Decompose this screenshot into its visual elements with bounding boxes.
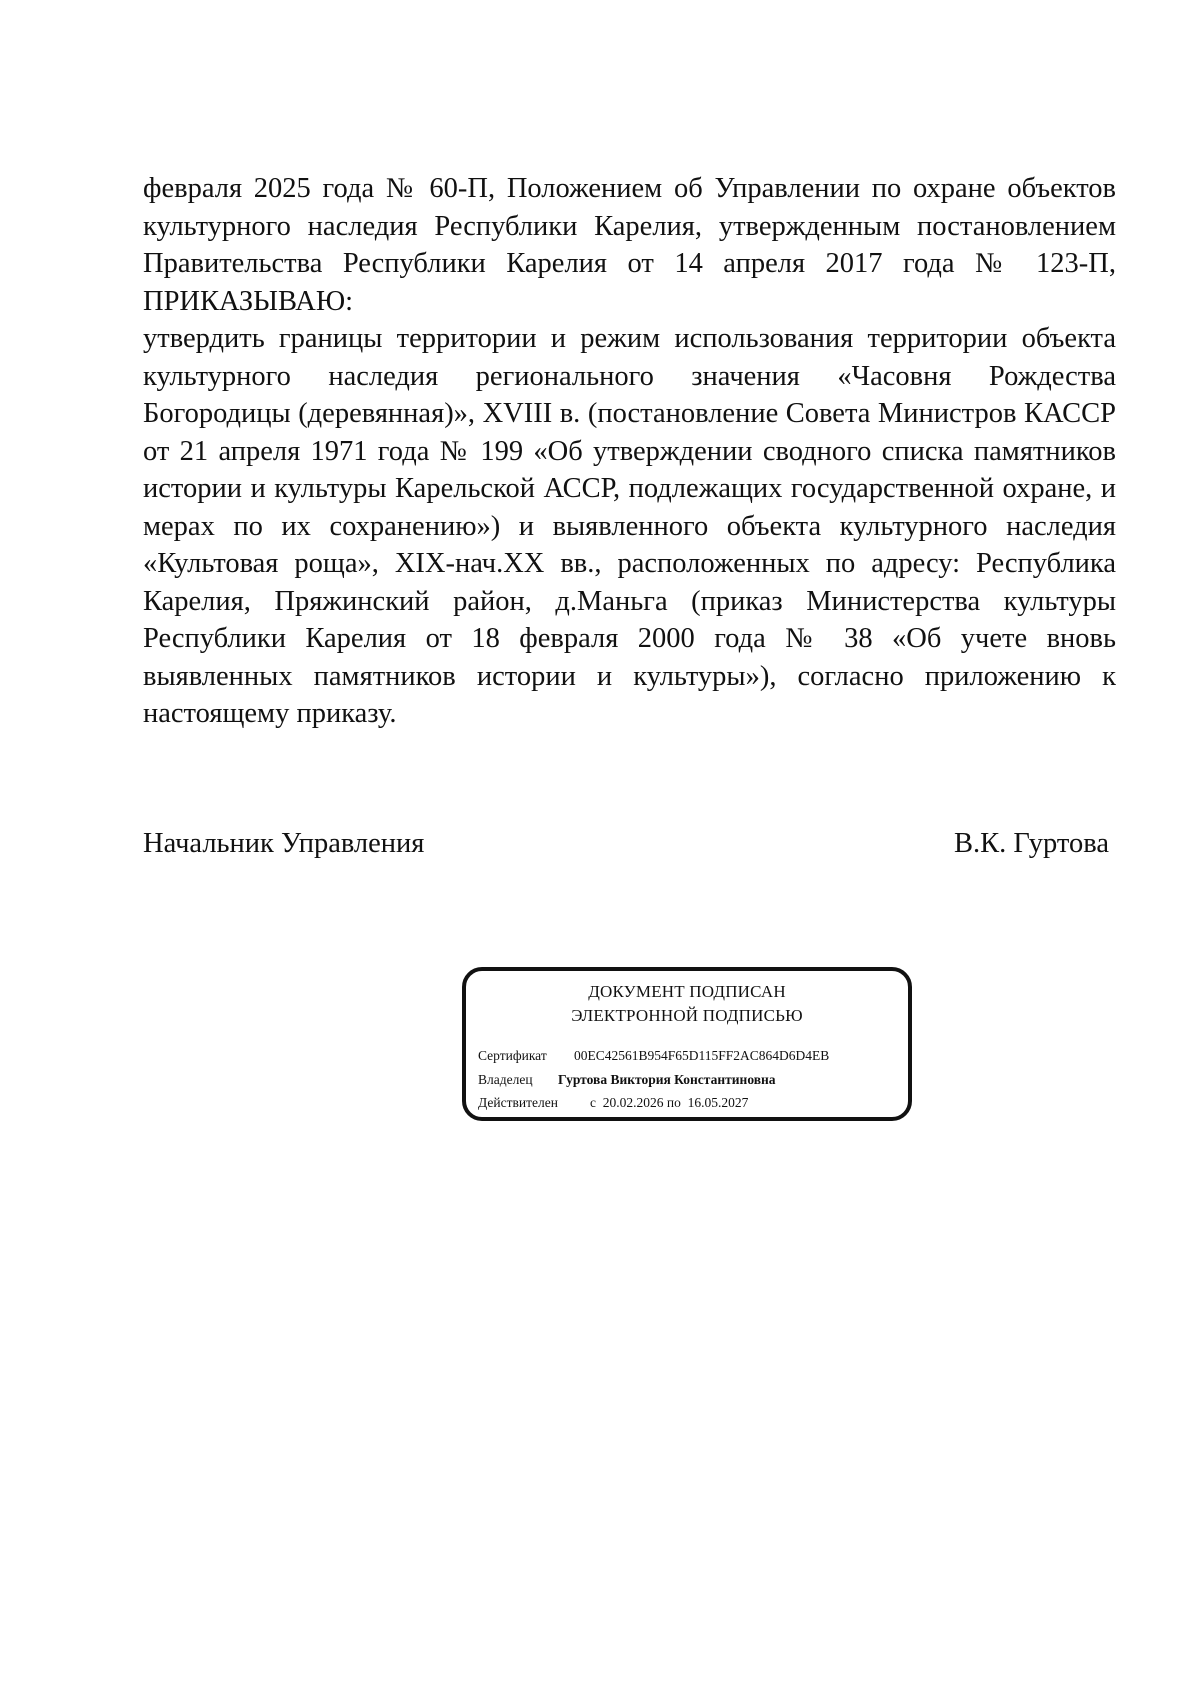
text-line: Республики Карелия от 18 февраля 2000 года № 38 «Об учете вновь [143,623,1116,654]
stamp-heading-line2: ЭЛЕКТРОННОЙ ПОДПИСЬЮ [571,1006,803,1025]
text-line: Правительства Республики Карелия от 14 апреля 2017 года № 123-П, [143,248,1116,279]
text-line: февраля 2025 года № 60-П, Положением об Управлении по охране объектов [143,173,1116,204]
text-line: культурного наследия регионального значения «Часовня Рождества [143,360,1116,392]
stamp-validity-row [478,1094,748,1112]
text-line: настоящему приказу. [143,698,397,729]
text-line: культурного наследия Республики Карелия, утвержденным постановлением [143,210,1116,242]
validity-label: Действителен [478,1095,558,1110]
validity-value: с 20.02.2026 по 16.05.2027 [590,1095,749,1110]
certificate-value: 00EC42561B954F65D115FF2AC864D6D4EB [574,1048,830,1063]
text-line: истории и культуры Карельской АССР, подлежащих государственной охране, и [143,473,1116,504]
order-keyword: ПРИКАЗЫВАЮ: [143,285,354,317]
owner-value: Гуртова Виктория Константиновна [558,1072,776,1087]
stamp-owner-row [478,1071,776,1089]
stamp-heading-line1: ДОКУМЕНТ ПОДПИСАН [588,982,786,1001]
signatory-name: В.К. Гуртова [954,828,1109,859]
order-preamble-paragraph [143,170,1116,320]
text-line: «Культовая роща», XIX-нач.XX вв., расположенных по адресу: Республика [143,548,1116,579]
order-body-paragraph [143,320,1116,733]
signatory-position: Начальник Управления [143,828,425,859]
owner-label: Владелец [478,1072,533,1087]
certificate-label: Сертификат [478,1048,547,1063]
electronic-signature-stamp [462,967,912,1121]
text-line: выявленных памятников истории и культуры»), согласно приложению к [143,660,1116,692]
text-line: от 21 апреля 1971 года № 199 «Об утверждении сводного списка памятников [143,435,1116,467]
text-line: Богородицы (деревянная)», XVIII в. (постановление Совета Министров КАССР [143,398,1116,429]
text-line: Карелия, Пряжинский район, д.Маньга (приказ Министерства культуры [143,585,1116,617]
text-line: мерах по их сохранению») и выявленного объекта культурного наследия [143,510,1116,542]
text-line: утвердить границы территории и режим использования территории объекта [143,323,1116,354]
stamp-certificate-row [478,1047,829,1065]
